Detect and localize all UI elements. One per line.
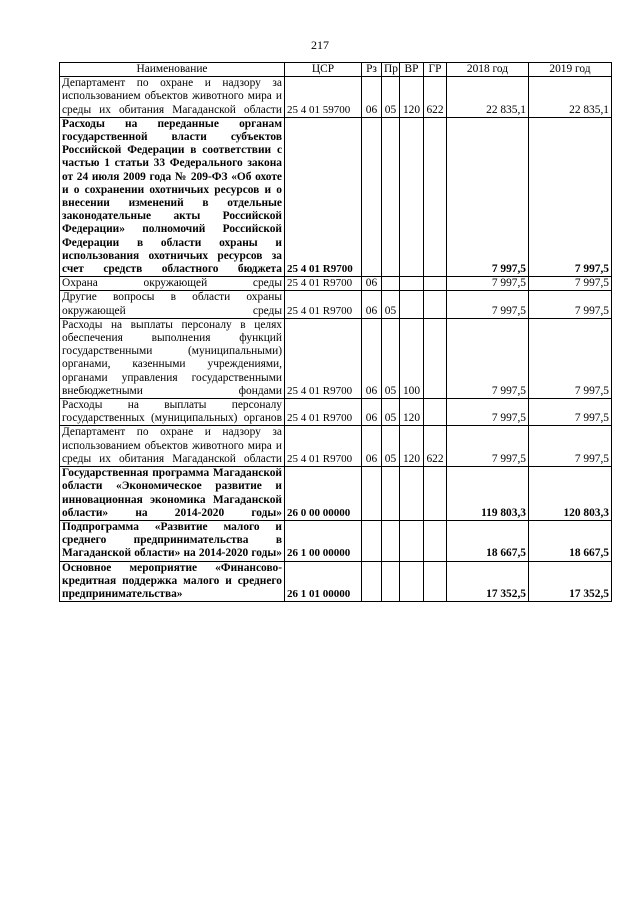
row-vr: 120 [400, 426, 424, 467]
row-2018: 7 997,5 [447, 277, 529, 291]
row-rz [362, 117, 382, 276]
row-csr: 25 4 01 R9700 [285, 399, 362, 426]
row-2019: 7 997,5 [529, 291, 612, 318]
table-row [60, 77, 612, 118]
row-pr [382, 561, 400, 602]
row-2018: 119 803,3 [447, 467, 529, 521]
row-2018: 7 997,5 [447, 399, 529, 426]
row-pr: 05 [382, 399, 400, 426]
row-2019: 17 352,5 [529, 561, 612, 602]
row-vr [400, 561, 424, 602]
row-name: Подпрограмма «Развитие малого и среднего предпринимательства в Магаданской области» на 2014-2020 годы» [60, 520, 285, 561]
table-row [60, 318, 612, 398]
table-row [60, 399, 612, 426]
row-csr: 25 4 01 R9700 [285, 291, 362, 318]
header-name: Наименование [60, 63, 285, 77]
row-pr [382, 117, 400, 276]
row-vr [400, 277, 424, 291]
row-2018: 18 667,5 [447, 520, 529, 561]
row-2019: 120 803,3 [529, 467, 612, 521]
row-gr: 622 [424, 426, 447, 467]
row-pr: 05 [382, 426, 400, 467]
row-2019: 7 997,5 [529, 426, 612, 467]
row-gr [424, 520, 447, 561]
row-gr [424, 467, 447, 521]
table-row [60, 117, 612, 276]
row-2019: 22 835,1 [529, 77, 612, 118]
header-2019: 2019 год [529, 63, 612, 77]
header-csr: ЦСР [285, 63, 362, 77]
table-header-row [60, 63, 612, 77]
header-2018: 2018 год [447, 63, 529, 77]
row-csr: 25 4 01 R9700 [285, 426, 362, 467]
row-2019: 7 997,5 [529, 277, 612, 291]
row-pr [382, 520, 400, 561]
row-csr: 25 4 01 R9700 [285, 117, 362, 276]
row-csr: 25 4 01 59700 [285, 77, 362, 118]
row-name: Другие вопросы в области охраны окружающей среды [60, 291, 285, 318]
row-rz [362, 520, 382, 561]
row-vr [400, 117, 424, 276]
row-vr: 120 [400, 399, 424, 426]
row-csr: 26 1 00 00000 [285, 520, 362, 561]
row-2018: 7 997,5 [447, 117, 529, 276]
row-2018: 17 352,5 [447, 561, 529, 602]
table-row [60, 291, 612, 318]
row-vr [400, 520, 424, 561]
row-vr [400, 291, 424, 318]
row-pr [382, 467, 400, 521]
row-gr: 622 [424, 77, 447, 118]
row-rz: 06 [362, 291, 382, 318]
row-csr: 26 1 01 00000 [285, 561, 362, 602]
row-csr: 25 4 01 R9700 [285, 318, 362, 398]
row-name: Департамент по охране и надзору за использованием объектов животного мира и среды их обитания Магаданской области [60, 426, 285, 467]
row-pr: 05 [382, 77, 400, 118]
row-2019: 7 997,5 [529, 117, 612, 276]
header-vr: ВР [400, 63, 424, 77]
table-row [60, 520, 612, 561]
header-gr: ГР [424, 63, 447, 77]
row-gr [424, 117, 447, 276]
row-rz: 06 [362, 399, 382, 426]
row-name: Государственная программа Магаданской области «Экономическое развитие и инновационная экономика Магаданской области» на 2014-2020 годы» [60, 467, 285, 521]
row-gr [424, 277, 447, 291]
table-row [60, 561, 612, 602]
row-rz: 06 [362, 318, 382, 398]
row-rz: 06 [362, 277, 382, 291]
row-csr: 26 0 00 00000 [285, 467, 362, 521]
row-csr: 25 4 01 R9700 [285, 277, 362, 291]
row-2019: 7 997,5 [529, 318, 612, 398]
page-number: 217 [311, 38, 329, 52]
row-2018: 7 997,5 [447, 318, 529, 398]
row-2019: 18 667,5 [529, 520, 612, 561]
row-rz [362, 467, 382, 521]
row-vr: 100 [400, 318, 424, 398]
row-2018: 22 835,1 [447, 77, 529, 118]
row-2018: 7 997,5 [447, 426, 529, 467]
row-rz [362, 561, 382, 602]
row-name: Расходы на выплаты персоналу в целях обеспечения выполнения функций государственными (муниципальными) органами, казенными учреждениями, органами управления государственными внебюджетными фондами [60, 318, 285, 398]
row-pr: 05 [382, 291, 400, 318]
row-pr: 05 [382, 318, 400, 398]
row-rz: 06 [362, 77, 382, 118]
row-name: Охрана окружающей среды [60, 277, 285, 291]
row-gr [424, 318, 447, 398]
row-vr [400, 467, 424, 521]
row-2019: 7 997,5 [529, 399, 612, 426]
row-gr [424, 291, 447, 318]
row-name: Расходы на выплаты персоналу государственных (муниципальных) органов [60, 399, 285, 426]
table-row [60, 426, 612, 467]
table-row [60, 277, 612, 291]
header-pr: Пр [382, 63, 400, 77]
row-vr: 120 [400, 77, 424, 118]
header-rz: Рз [362, 63, 382, 77]
row-gr [424, 561, 447, 602]
table-row [60, 467, 612, 521]
row-pr [382, 277, 400, 291]
row-name: Расходы на переданные органам государственной власти субъектов Российской Федерации в соответствии с частью 1 статьи 33 Федерального закона от 24 июля 2009 года № 209-ФЗ «Об охоте и о сохранении охотничьих ресурсов и о внесении изменений в отдельные законодательные акты Российской Федерации» полномочий Российской Федерации в области охраны и использования охотничьих ресурсов за счет средств областного бюджета [60, 117, 285, 276]
row-name: Департамент по охране и надзору за использованием объектов животного мира и среды их обитания Магаданской области [60, 77, 285, 118]
row-name: Основное мероприятие «Финансово-кредитная поддержка малого и среднего предпринимательства» [60, 561, 285, 602]
row-rz: 06 [362, 426, 382, 467]
row-2018: 7 997,5 [447, 291, 529, 318]
row-gr [424, 399, 447, 426]
budget-table [59, 62, 612, 602]
